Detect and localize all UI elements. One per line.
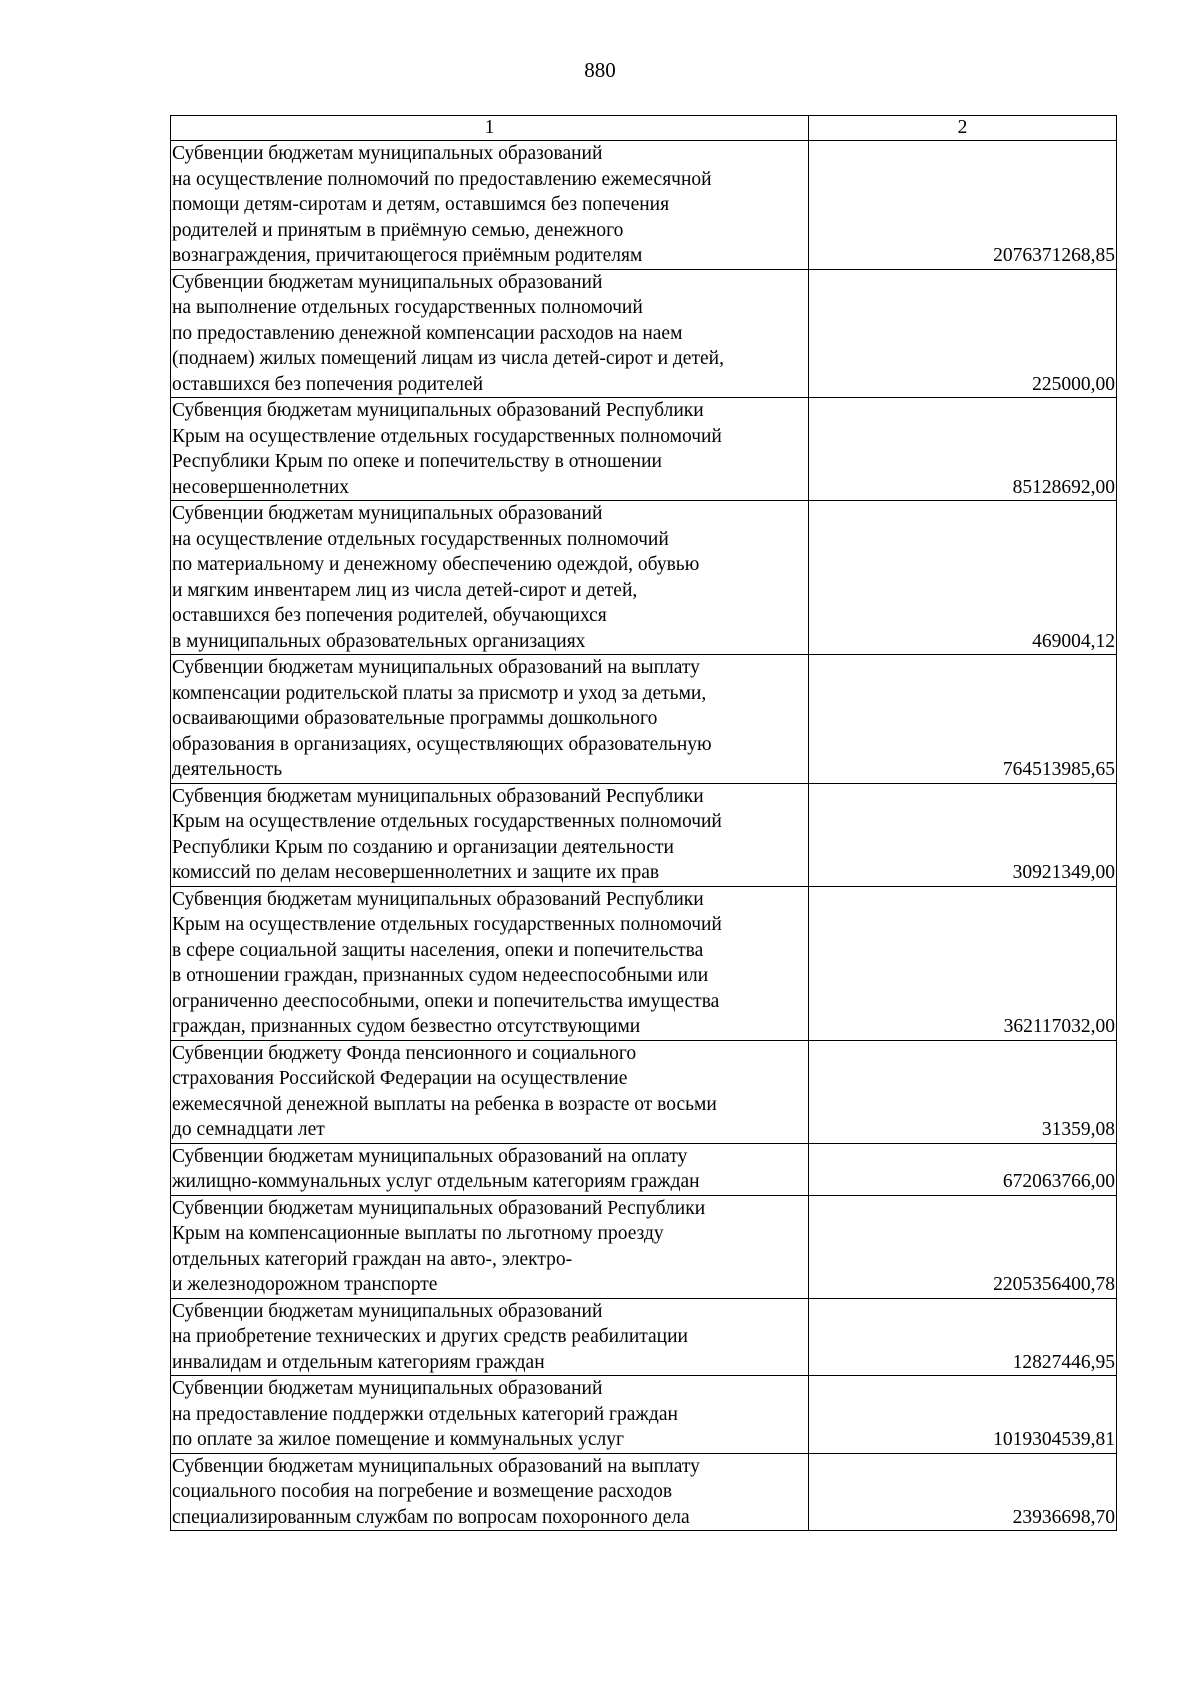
row-description: Субвенция бюджетам муниципальных образований Республики Крым на осуществление отдельных государственных полномочий Республики Крым по опеке и попечительству в отношении несовершеннолетних	[171, 398, 809, 501]
table-row	[171, 886, 1117, 1040]
row-description: Субвенции бюджетам муниципальных образований на приобретение технических и других средств реабилитации инвалидам и отдельным категориям граждан	[171, 1298, 809, 1376]
table-row	[171, 1376, 1117, 1454]
table-header-row	[171, 116, 1117, 141]
row-amount: 2205356400,78	[809, 1195, 1117, 1298]
row-description: Субвенции бюджетам муниципальных образований на выплату компенсации родительской платы за присмотр и уход за детьми, осваивающими образовательные программы дошкольного образования в организациях, осуществляющих образовательную деятельность	[171, 655, 809, 784]
page-number: 880	[584, 58, 616, 82]
table-row	[171, 501, 1117, 655]
row-amount: 12827446,95	[809, 1298, 1117, 1376]
table-row	[171, 269, 1117, 398]
row-amount: 23936698,70	[809, 1453, 1117, 1531]
row-amount: 764513985,65	[809, 655, 1117, 784]
row-description: Субвенция бюджетам муниципальных образований Республики Крым на осуществление отдельных государственных полномочий в сфере социальной защиты населения, опеки и попечительства в отношении граждан, признанных судом недееспособными или ограниченно дееспособными, опеки и попечительства имущества граждан, признанных судом безвестно отсутствующими	[171, 886, 809, 1040]
table-row	[171, 1453, 1117, 1531]
subventions-table	[170, 115, 1117, 1531]
table-row	[171, 1298, 1117, 1376]
row-amount: 469004,12	[809, 501, 1117, 655]
column-header-1: 1	[171, 116, 809, 141]
row-description: Субвенции бюджетам муниципальных образований на предоставление поддержки отдельных категорий граждан по оплате за жилое помещение и коммунальных услуг	[171, 1376, 809, 1454]
row-amount: 85128692,00	[809, 398, 1117, 501]
row-description: Субвенции бюджетам муниципальных образований Республики Крым на компенсационные выплаты по льготному проезду отдельных категорий граждан на авто-, электро- и железнодорожном транспорте	[171, 1195, 809, 1298]
table-row	[171, 1040, 1117, 1143]
row-description: Субвенции бюджетам муниципальных образований на осуществление отдельных государственных полномочий по материальному и денежному обеспечению одеждой, обувью и мягким инвентарем лиц из числа детей-сирот и детей, оставшихся без попечения родителей, обучающихся в муниципальных образовательных организациях	[171, 501, 809, 655]
row-description: Субвенции бюджету Фонда пенсионного и социального страхования Российской Федерации на осуществление ежемесячной денежной выплаты на ребенка в возрасте от восьми до семнадцати лет	[171, 1040, 809, 1143]
table-row	[171, 1143, 1117, 1195]
row-amount: 2076371268,85	[809, 141, 1117, 270]
row-description: Субвенции бюджетам муниципальных образований на выполнение отдельных государственных полномочий по предоставлению денежной компенсации расходов на наем (поднаем) жилых помещений лицам из числа детей-сирот и детей, оставшихся без попечения родителей	[171, 269, 809, 398]
table-row	[171, 783, 1117, 886]
row-description: Субвенции бюджетам муниципальных образований на оплату жилищно-коммунальных услуг отдельным категориям граждан	[171, 1143, 809, 1195]
table-row	[171, 655, 1117, 784]
row-amount: 30921349,00	[809, 783, 1117, 886]
row-amount: 362117032,00	[809, 886, 1117, 1040]
row-amount: 1019304539,81	[809, 1376, 1117, 1454]
row-amount: 672063766,00	[809, 1143, 1117, 1195]
column-header-2: 2	[809, 116, 1117, 141]
row-description: Субвенции бюджетам муниципальных образований на осуществление полномочий по предоставлению ежемесячной помощи детям-сиротам и детям, оставшимся без попечения родителей и принятым в приёмную семью, денежного вознаграждения, причитающегося приёмным родителям	[171, 141, 809, 270]
table-row	[171, 141, 1117, 270]
table-row	[171, 398, 1117, 501]
table-row	[171, 1195, 1117, 1298]
row-amount: 225000,00	[809, 269, 1117, 398]
row-description: Субвенция бюджетам муниципальных образований Республики Крым на осуществление отдельных государственных полномочий Республики Крым по созданию и организации деятельности комиссий по делам несовершеннолетних и защите их прав	[171, 783, 809, 886]
row-amount: 31359,08	[809, 1040, 1117, 1143]
row-description: Субвенции бюджетам муниципальных образований на выплату социального пособия на погребение и возмещение расходов специализированным службам по вопросам похоронного дела	[171, 1453, 809, 1531]
